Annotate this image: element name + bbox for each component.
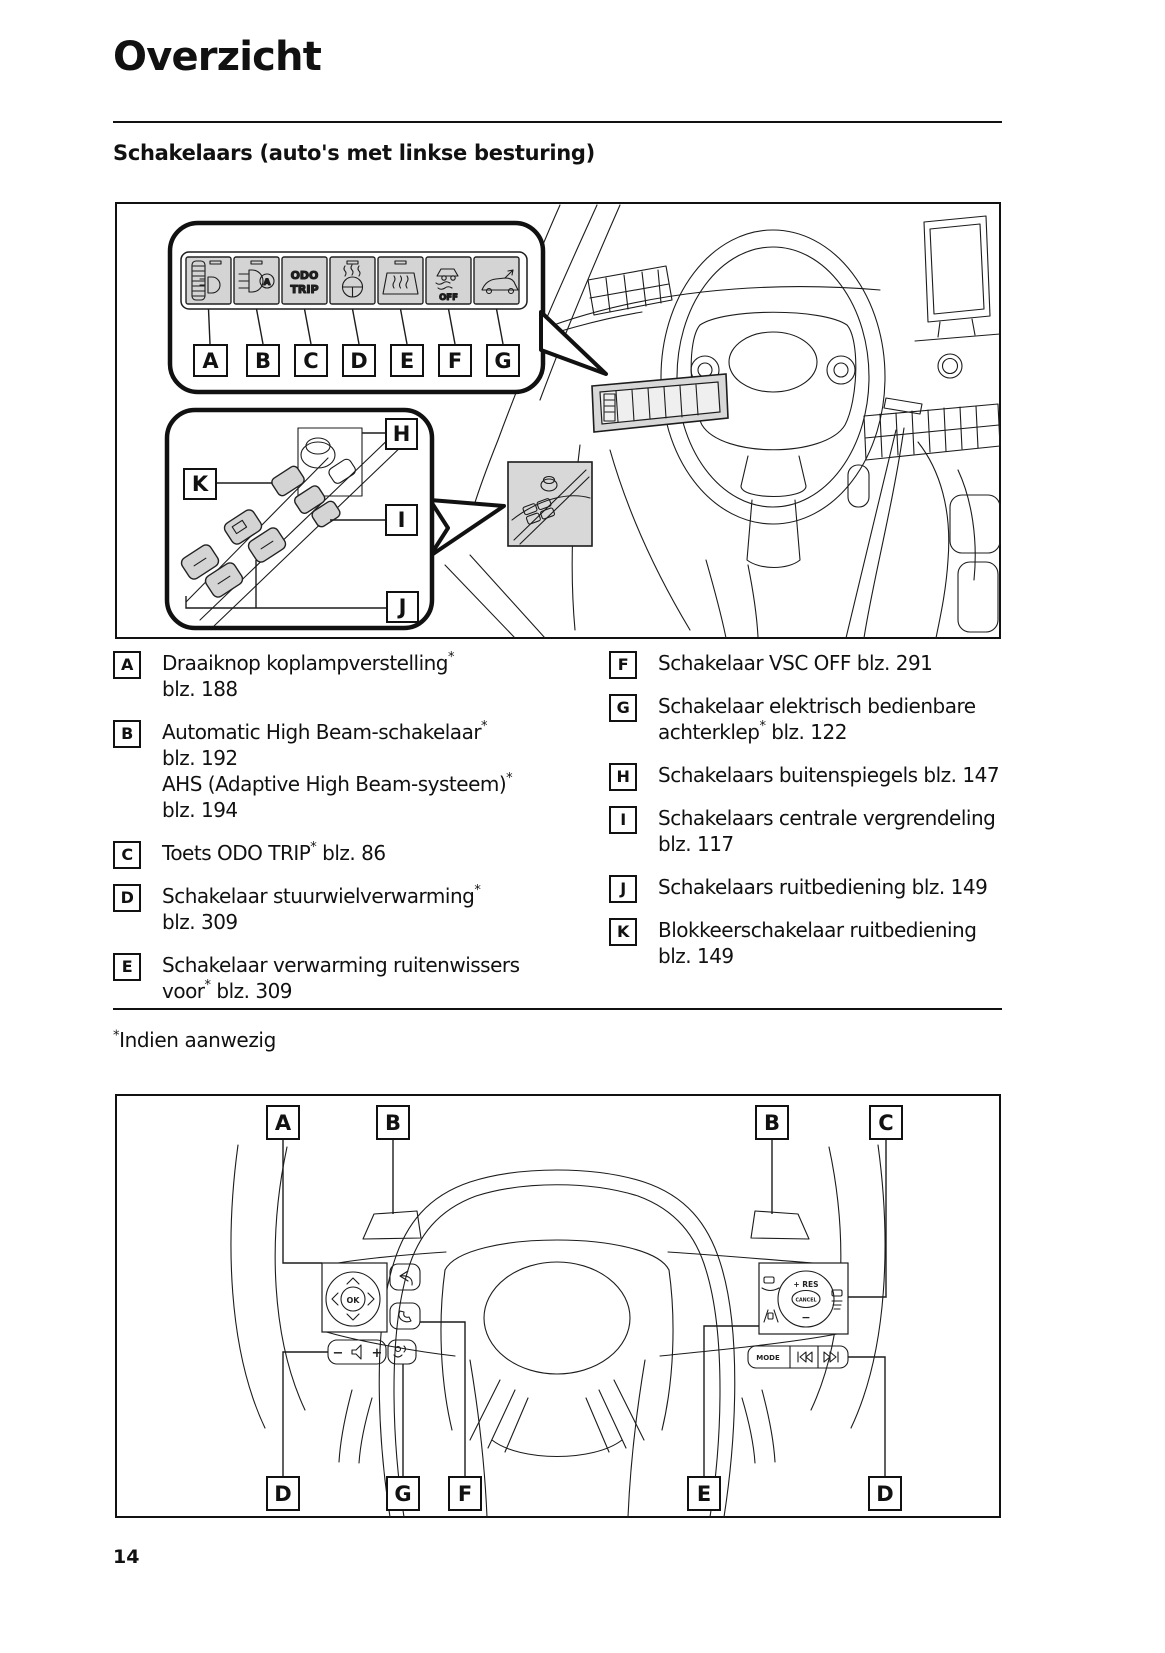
asterisk-marker: *: [506, 771, 513, 787]
svg-text:D: D: [274, 1482, 292, 1506]
page-title: Overzicht: [113, 34, 322, 80]
footnote-text: Indien aanwezig: [119, 1028, 276, 1052]
legend-item-E: [113, 952, 591, 1004]
legend-item-I: [609, 805, 1009, 857]
legend-letter-box: B: [113, 720, 141, 748]
svg-text:A: A: [263, 278, 271, 288]
legend-text-line: blz. 309: [162, 910, 238, 934]
odo-trip-icon: [290, 269, 318, 296]
svg-text:D: D: [876, 1482, 894, 1506]
legend-item-G: [609, 693, 1009, 745]
figure2-bottom-labels: [267, 1477, 901, 1510]
legend-text-line: Schakelaars ruitbediening blz. 149: [658, 875, 988, 899]
legend-letter-box: C: [113, 841, 141, 869]
legend-item-C: [113, 840, 591, 866]
legend-text-line: blz. 149: [658, 944, 734, 968]
legend-letter-box: F: [609, 651, 637, 679]
legend-text-line: blz. 188: [162, 677, 238, 701]
legend-item-K: [609, 917, 1009, 969]
legend-text-line: blz. 194: [162, 798, 238, 822]
svg-text:B: B: [763, 1111, 781, 1135]
asterisk-marker: *: [204, 978, 211, 994]
legend-letter-box: A: [113, 651, 141, 679]
legend-column-right: [609, 650, 1009, 986]
legend-item-F: [609, 650, 1009, 676]
svg-text:B: B: [254, 349, 272, 373]
section-heading: Schakelaars (auto's met linkse besturing): [113, 141, 595, 165]
svg-text:G: G: [394, 1482, 412, 1506]
legend-letter-box: H: [609, 763, 637, 791]
svg-text:C: C: [303, 349, 319, 373]
legend-text-line: Toets ODO TRIP* blz. 86: [162, 840, 386, 865]
legend-text-line: Automatic High Beam-schakelaar*: [162, 719, 488, 744]
svg-text:+: +: [371, 1346, 383, 1361]
svg-text:F: F: [457, 1482, 473, 1506]
svg-text:F: F: [447, 349, 463, 373]
legend-letter-box: E: [113, 953, 141, 981]
door-switch-inset: [508, 462, 592, 546]
svg-text:TRIP: TRIP: [290, 283, 319, 296]
asterisk-marker: *: [759, 719, 766, 735]
right-steering-cluster: [748, 1263, 848, 1368]
legend-column-left: [113, 650, 591, 1021]
svg-text:CANCEL: CANCEL: [795, 1298, 817, 1304]
figure1-switch-locations: [116, 203, 1000, 638]
legend-text-line: Schakelaars buitenspiegels blz. 147: [658, 763, 1000, 787]
inset-pointer-arrow: [430, 500, 504, 556]
figure2-steering-wheel-switches: [116, 1095, 1000, 1517]
svg-text:ODO: ODO: [290, 269, 319, 282]
footnote-marker: *: [113, 1028, 120, 1044]
svg-text:J: J: [398, 595, 407, 619]
svg-text:I: I: [397, 508, 406, 532]
svg-text:K: K: [191, 472, 209, 496]
door-switches-callout: [167, 410, 432, 628]
legend-text-line: voor* blz. 309: [162, 978, 293, 1003]
svg-text:E: E: [696, 1482, 712, 1506]
back-button: [390, 1264, 420, 1290]
legend-text-line: Schakelaars centrale vergrendeling: [658, 806, 996, 830]
figure2-top-labels: [267, 1106, 902, 1139]
legend-text-line: blz. 117: [658, 832, 734, 856]
svg-text:B: B: [384, 1111, 402, 1135]
legend-text-line: Schakelaar verwarming ruitenwissers: [162, 953, 520, 977]
legend-text-line: Schakelaar elektrisch bedienbare: [658, 694, 976, 718]
dash-switch-panel-highlight: [592, 374, 728, 432]
footnote-divider: [113, 1008, 1002, 1010]
svg-text:G: G: [494, 349, 512, 373]
legend-item-A: [113, 650, 591, 702]
figure2-border: [116, 1095, 1000, 1517]
legend-text-line: Draaiknop koplampverstelling*: [162, 650, 454, 675]
legend-text-line: blz. 192: [162, 746, 238, 770]
asterisk-marker: *: [448, 650, 454, 666]
legend-item-B: [113, 719, 591, 823]
legend-text-line: AHS (Adaptive High Beam-systeem)*: [162, 771, 513, 796]
svg-text:E: E: [399, 349, 415, 373]
legend-text-line: achterklep* blz. 122: [658, 719, 847, 744]
voice-button: [388, 1340, 416, 1364]
svg-text:C: C: [878, 1111, 894, 1135]
svg-text:+ RES: + RES: [793, 1280, 819, 1289]
legend-item-D: [113, 883, 591, 935]
svg-text:MODE: MODE: [756, 1354, 780, 1362]
legend-letter-box: D: [113, 884, 141, 912]
asterisk-marker: *: [310, 840, 317, 856]
legend-text-line: Schakelaar VSC OFF blz. 291: [658, 651, 933, 675]
legend-item-H: [609, 762, 1009, 788]
svg-text:A: A: [202, 349, 219, 373]
svg-text:A: A: [274, 1111, 292, 1135]
legend-text-line: Blokkeerschakelaar ruitbediening: [658, 918, 977, 942]
switch-strip-callout: [170, 223, 606, 392]
svg-text:OFF: OFF: [439, 293, 458, 303]
svg-text:H: H: [392, 422, 411, 446]
speaker-icon: [352, 1345, 361, 1359]
legend-text-line: Schakelaar stuurwielverwarming*: [162, 883, 481, 908]
footnote: [113, 1028, 276, 1052]
asterisk-marker: *: [481, 719, 488, 735]
asterisk-marker: *: [474, 883, 481, 899]
svg-text:D: D: [350, 349, 368, 373]
legend-letter-box: G: [609, 694, 637, 722]
seek-forward-icon: [824, 1352, 838, 1362]
phone-icon: [399, 1311, 411, 1322]
legend-letter-box: I: [609, 806, 637, 834]
legend-item-J: [609, 874, 1009, 900]
svg-text:OK: OK: [346, 1296, 360, 1305]
seek-back-icon: [798, 1352, 812, 1362]
svg-text:−: −: [332, 1346, 344, 1361]
svg-text:−: −: [801, 1311, 811, 1324]
legend-letter-box: J: [609, 875, 637, 903]
legend-letter-box: K: [609, 918, 637, 946]
page-number: 14: [113, 1546, 140, 1568]
